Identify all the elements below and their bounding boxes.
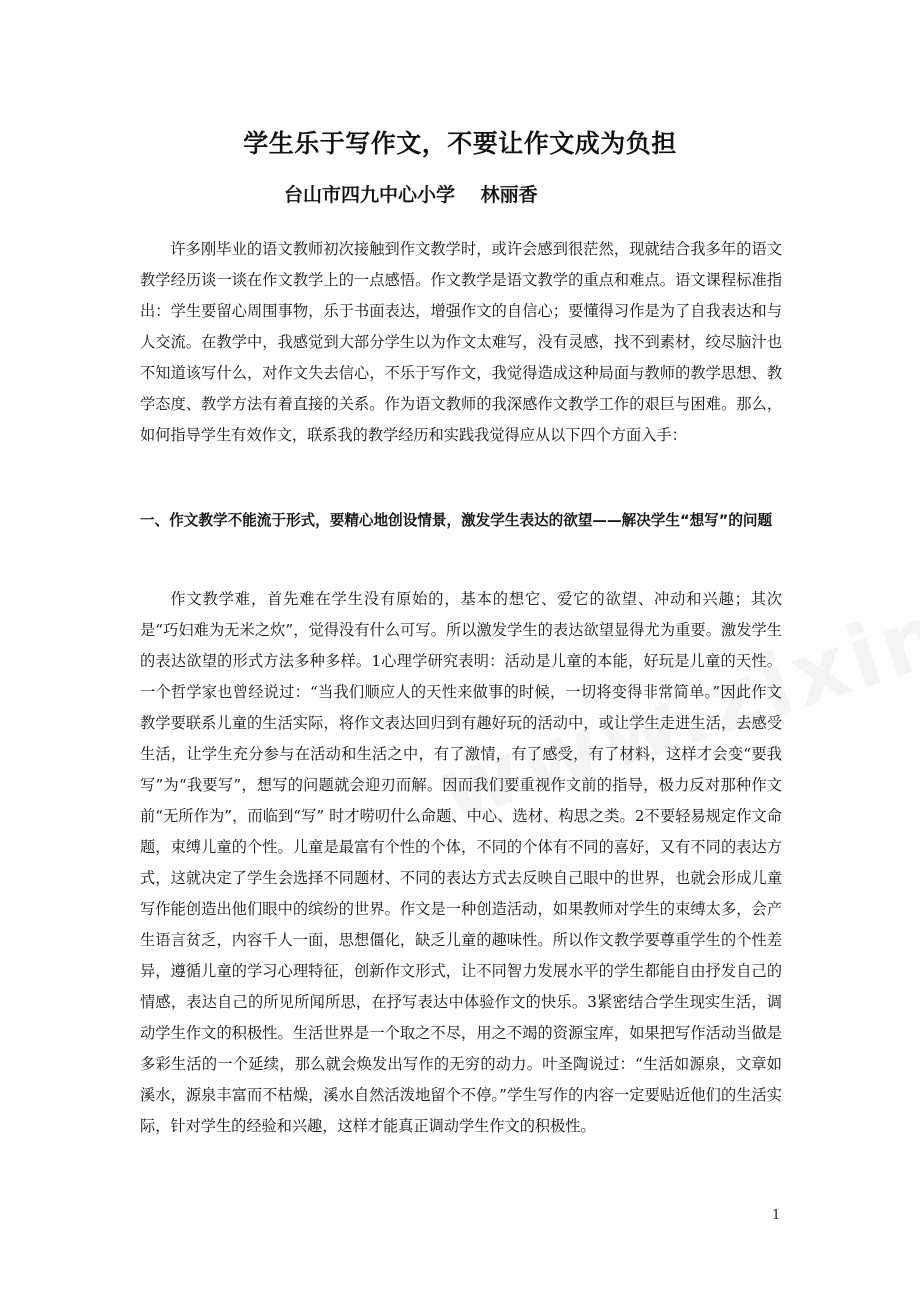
intro-paragraph: 许多刚毕业的语文教师初次接触到作文教学时，或许会感到很茫然，现就结合我多年的语文教学经历谈一谈在作文教学上的一点感悟。作文教学是语文教学的重点和难点。语文课程标准指出：学生要留心周围事物，乐于书面表达，增强作文的自信心；要懂得习作是为了自我表达和与人交流。在教学中，我感觉到大部分学生以为作文太难写，没有灵感，找不到素材，绞尽脑汁也不知道该写什么，对作文失去信心，不乐于写作文，我觉得造成这种局面与教师的教学思想、教学态度、教学方法有着直接的关系。作为语文教师的我深感作文教学工作的艰巨与困难。那么，如何指导学生有效作文，联系我的教学经历和实践我觉得应从以下四个方面入手： xyxy=(140,240,782,444)
document-author: 台山市四九中心小学 林丽香 xyxy=(284,184,538,206)
body-paragraph: 作文教学难，首先难在学生没有原始的，基本的想它、爱它的欲望、冲动和兴趣；其次是“巧妇难为无米之炊”，觉得没有什么可写。所以激发学生的表达欲望显得尤为重要。激发学生的表达欲望的形式方法多种多样。1心理学研究表明：活动是儿童的本能，好玩是儿童的天性。一个哲学家也曾经说过：“当我们顺应人的天性来做事的时候，一切将变得非常简单。”因此作文教学要联系儿童的生活实际，将作文表达回归到有趣好玩的活动中，或让学生走进生活，去感受生活，让学生充分参与在活动和生活之中，有了激情，有了感受，有了材料，这样才会变“要我写”为“我要写”，想写的问题就会迎刃而解。因而我们要重视作文前的指导，极力反对那种作文前“无所作为”，而临到“写” 时才唠叨什么命题、中心、选材、构思之类。2不要轻易规定作文命题，束缚儿童的个性。儿童是最富有个性的个体，不同的个体有不同的喜好，又有不同的表达方式，这就决定了学生会选择不同题材、不同的表达方式去反映自己眼中的世界，也就会形成儿童写作能创造出他们眼中的缤纷的世界。作文是一种创造活动，如果教师对学生的束缚太多，会产生语言贫乏，内容千人一面，思想僵化，缺乏儿童的趣味性。所以作文教学要尊重学生的个性差异，遵循儿童的学习心理特征，创新作文形式，让不同智力发展水平的学生都能自由抒发自己的情感，表达自己的所见所闻所思，在抒写表达中体验作文的快乐。3紧密结合学生现实生活，调动学生作文的积极性。生活世界是一个取之不尽，用之不竭的资源宝库，如果把写作活动当做是多彩生活的一个延续，那么就会焕发出写作的无穷的动力。叶圣陶说过：“生活如源泉，文章如溪水，源泉丰富而不枯燥，溪水自然活泼地留个不停。”学生写作的内容一定要贴近他们的生活实际，针对学生的经验和兴趣，这样才能真正调动学生作文的积极性。 xyxy=(140,590,782,1135)
section-heading: 一、作文教学不能流于形式，要精心地创设情景，激发学生表达的欲望——解决学生“想写”的问题 xyxy=(140,512,773,529)
document-title: 学生乐于写作文，不要让作文成为负担 xyxy=(243,129,677,158)
page-number: 1 xyxy=(772,1208,781,1223)
